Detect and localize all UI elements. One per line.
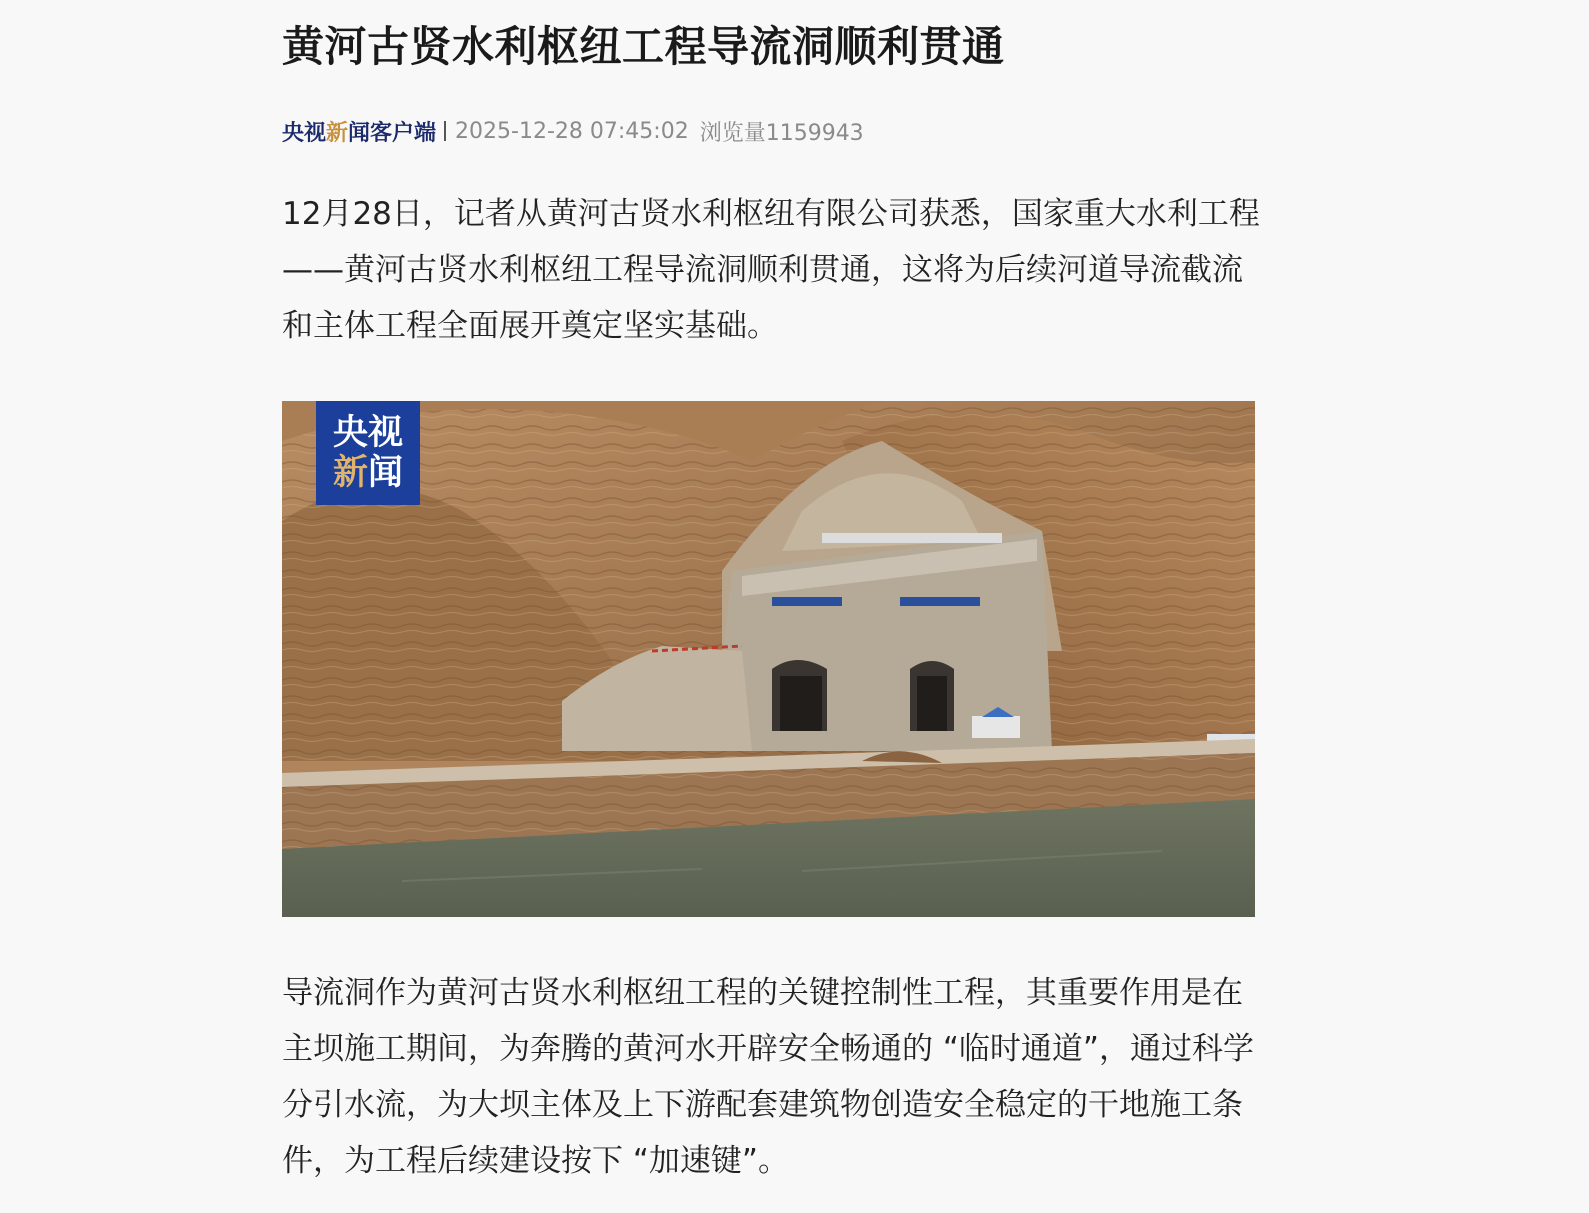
logo-line2 xyxy=(333,453,403,493)
article-title: 黄河古贤水利枢纽工程导流洞顺利贯通 xyxy=(282,22,1005,71)
logo-line2-accent: 新 xyxy=(332,453,368,493)
logo-line2-rest: 闻 xyxy=(368,453,404,493)
source-name-part3: 闻客户端 xyxy=(348,120,437,146)
publish-datetime: 2025-12-28 07:45:02 xyxy=(455,118,689,144)
cctv-news-logo xyxy=(316,401,420,505)
view-count: 浏览量1159943 xyxy=(699,120,864,146)
article-meta xyxy=(282,114,864,148)
source-name-accent: 新 xyxy=(326,120,349,146)
site-building xyxy=(972,716,1020,738)
meta-separator xyxy=(444,121,446,141)
article-photo xyxy=(282,401,1255,917)
slogan-banner xyxy=(822,533,1002,543)
sign-board-left xyxy=(772,597,842,606)
photo-construction-site xyxy=(282,401,1255,917)
sign-board-right xyxy=(900,597,980,606)
logo-line1: 央视 xyxy=(332,413,403,453)
source-name-part1: 央视 xyxy=(282,120,327,146)
paragraph-intro: 12月28日，记者从黄河古贤水利枢纽有限公司获悉，国家重大水利工程——黄河古贤水利枢纽工程导流洞顺利贯通，这将为后续河道导流截流和主体工程全面展开奠定坚实基础。 xyxy=(282,196,1260,344)
source-name[interactable] xyxy=(282,116,436,147)
paragraph-body: 导流洞作为黄河古贤水利枢纽工程的关键控制性工程，其重要作用是在主坝施工期间，为奔腾的黄河水开辟安全畅通的 “临时通道”，通过科学分引水流，为大坝主体及上下游配套建筑物创造安全稳定的干地施工条件，为工程后续建设按下 “加速键”。 xyxy=(282,975,1254,1179)
